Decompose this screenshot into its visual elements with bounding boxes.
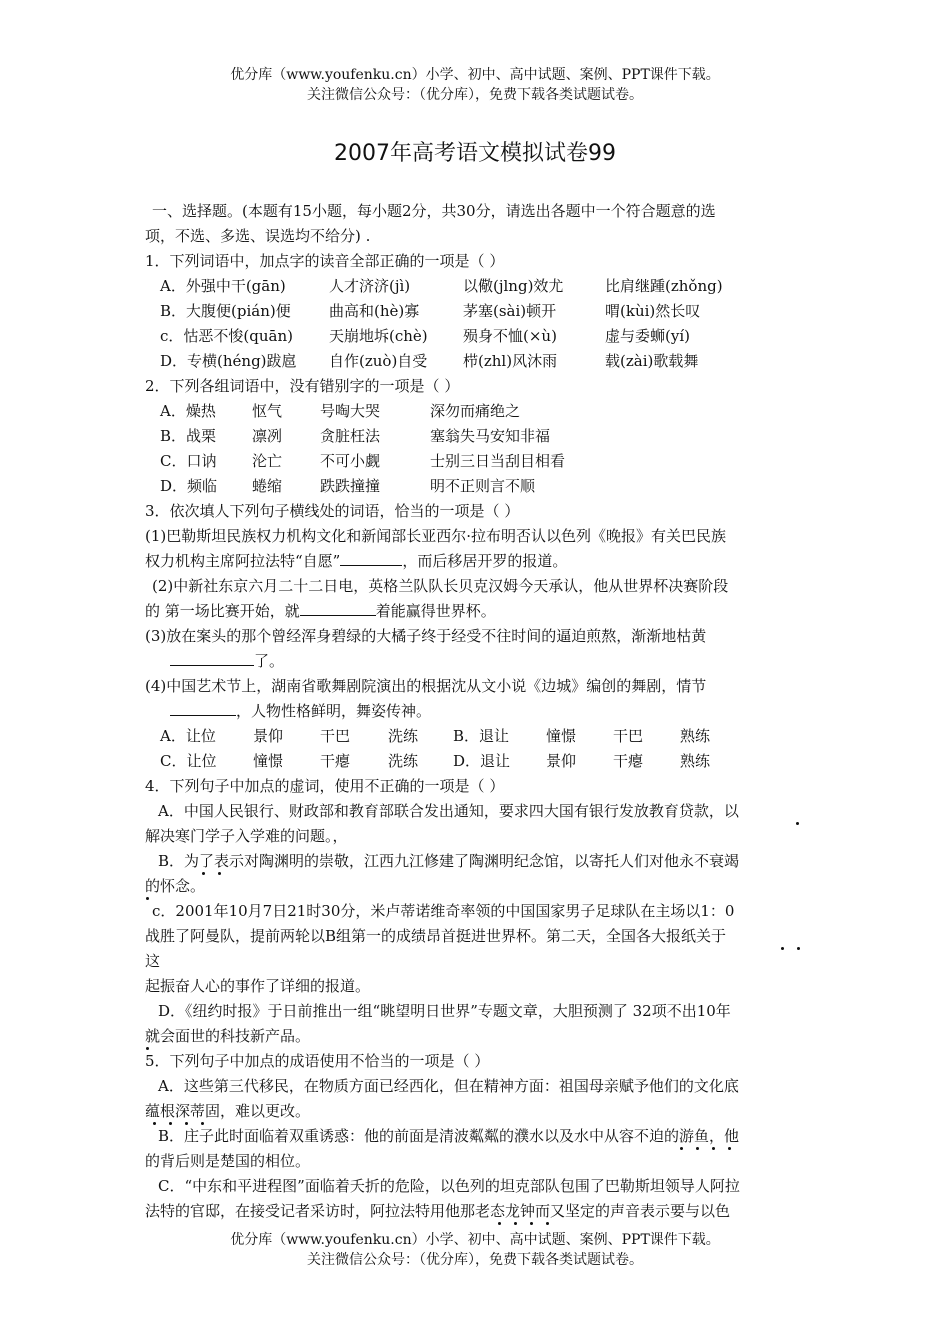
q4-option-d-line-1: D．《纽约时报》于日前推出一组“眺望明日世界”专题文章，大胆预测了 32项不出10年	[158, 1002, 731, 1020]
emphasis-dot	[796, 822, 799, 825]
q1-option-d-4: 载(zài)歌载舞	[605, 352, 699, 370]
answer-blank	[340, 551, 402, 566]
q1-option-a-2: 人才济济(jì)	[329, 277, 411, 295]
q3-sentence-1b-text: 权力机构主席阿拉法特“自愿”	[145, 552, 341, 570]
q3-sentence-4b-rest: ，人物性格鲜明，舞姿传神。	[236, 702, 432, 720]
q1-option-a-1: A．外强中干(gān)	[160, 277, 286, 295]
q5-stem: 5．下列句子中加点的成语使用不恰当的一项是（ ）	[145, 1052, 490, 1070]
header-line-2: 关注微信公众号：（优分库），免费下载各类试题试卷。	[307, 87, 643, 103]
emphasis-dot	[498, 1222, 501, 1225]
q5-option-b-line-1: B．庄子此时面临着双重诱惑：他的前面是清波粼粼的濮水以及水中从容不迫的游鱼，他	[158, 1127, 740, 1145]
q3-option-d-3: 干瘪	[613, 752, 644, 770]
emphasis-dot	[146, 1047, 149, 1050]
q1-option-d-3: 栉(zhl)风沐雨	[463, 352, 558, 370]
q3-option-a-2: 景仰	[253, 727, 284, 745]
q2-option-c-2: 沦亡	[252, 452, 283, 470]
emphasis-dot	[546, 1222, 549, 1225]
q5-option-c-line-1: C．“中东和平进程图”面临着夭折的危险，以色列的坦克部队包围了巴勒斯坦领导人阿拉	[158, 1177, 740, 1195]
emphasis-dot	[514, 1222, 517, 1225]
q3-sentence-2b	[145, 601, 496, 621]
q3-sentence-1b-rest: ，而后移居开罗的报道。	[402, 552, 568, 570]
emphasis-dot	[146, 897, 149, 900]
q1-option-a-3: 以儆(jlng)效尤	[463, 277, 564, 295]
footer-line-2: 关注微信公众号：（优分库），免费下载各类试题试卷。	[307, 1252, 643, 1268]
q4-option-c-line-1: c．2001年10月7日21时30分，米卢蒂诺维奇率领的中国国家男子足球队在主场以1：0	[152, 902, 735, 920]
q2-option-d-4: 明不正则言不顺	[430, 477, 536, 495]
q3-sentence-1b	[145, 551, 567, 571]
q3-option-d-2: 景仰	[546, 752, 577, 770]
emphasis-dot	[202, 872, 205, 875]
q2-option-d-1: D．频临	[160, 477, 218, 495]
q3-option-b-2: 憧憬	[546, 727, 577, 745]
q4-option-a-line-1: A．中国人民银行、财政部和教育部联合发出通知，要求四大国有银行发放教育贷款，以	[158, 802, 739, 820]
q3-sentence-3b	[170, 651, 284, 671]
emphasis-dot	[728, 1147, 731, 1150]
answer-blank	[170, 701, 236, 716]
q2-option-c-4: 士别三日当刮目相看	[430, 452, 566, 470]
emphasis-dot	[530, 1222, 533, 1225]
emphasis-dot	[781, 947, 784, 950]
q2-stem: 2．下列各组词语中，没有错别字的一项是（ ）	[145, 377, 460, 395]
q2-option-d-2: 蜷缩	[252, 477, 283, 495]
emphasis-dot	[696, 1147, 699, 1150]
q5-option-a-line-1: A．这些第三代移民，在物质方面已经西化，但在精神方面：祖国母亲赋予他们的文化底	[158, 1077, 739, 1095]
footer-line-1: 优分库（www.youfenku.cn）小学、初中、高中试题、案例、PPT课件下载。	[230, 1232, 720, 1248]
q1-option-c-2: 天崩地坼(chè)	[329, 327, 428, 345]
emphasis-dot	[201, 1122, 204, 1125]
q1-option-b-1: B．大腹便(pián)便	[160, 302, 291, 320]
page-title: 2007年高考语文模拟试卷99	[334, 141, 616, 166]
q5-option-a-line-2: 蕴根深蒂固，难以更改。	[145, 1102, 311, 1120]
q5-option-b-line-2: 的背后则是楚国的相位。	[145, 1152, 311, 1170]
header-line-1: 优分库（www.youfenku.cn）小学、初中、高中试题、案例、PPT课件下载。	[230, 67, 720, 83]
emphasis-dot	[797, 947, 800, 950]
q3-option-c-2: 憧憬	[253, 752, 284, 770]
q1-option-b-3: 茅塞(sài)顿开	[463, 302, 557, 320]
q4-stem: 4．下列句子中加点的虚词，使用不正确的一项是（ ）	[145, 777, 505, 795]
q1-stem: 1．下列词语中，加点字的读音全部正确的一项是（ ）	[145, 252, 505, 270]
q4-option-c-line-3: 这	[145, 952, 161, 970]
q2-option-b-3: 贪脏枉法	[320, 427, 381, 445]
q3-option-d-4: 熟练	[680, 752, 711, 770]
q1-option-a-4: 比肩继踵(zhǒng)	[605, 277, 723, 295]
q3-option-a-3: 干巴	[320, 727, 351, 745]
q5-option-c-line-2: 法特的官邸，在接受记者采访时，阿拉法特用他那老态龙钟而又坚定的声音表示要与以色	[145, 1202, 731, 1220]
q3-option-d-1: D．退让	[453, 752, 511, 770]
q3-option-b-3: 干巴	[613, 727, 644, 745]
q4-option-c-line-2: 战胜了阿曼队，提前两轮以B组第一的成绩昂首挺进世界杯。第二天，全国各大报纸关于	[145, 927, 727, 945]
emphasis-dot	[712, 1147, 715, 1150]
q4-option-b-line-2: 的怀念。	[145, 877, 206, 895]
answer-blank	[300, 601, 376, 616]
q4-option-c-line-4: 起振奋人心的事作了详细的报道。	[145, 977, 371, 995]
section-intro-line-1: 一、选择题。(本题有15小题，每小题2分，共30分，请选出各题中一个符合题意的选	[152, 202, 716, 220]
emphasis-dot	[185, 1122, 188, 1125]
q4-option-a-line-2: 解决寒门学子入学难的问题。，	[145, 827, 348, 845]
q1-option-b-2: 曲高和(hè)寡	[329, 302, 420, 320]
q2-option-a-3: 号啕大哭	[320, 402, 381, 420]
q3-option-b-1: B．退让	[453, 727, 510, 745]
q3-sentence-4a: (4)中国艺术节上，湖南省歌舞剧院演出的根据沈从文小说《边城》编创的舞剧，情节	[145, 677, 707, 695]
q3-option-c-4: 洗练	[388, 752, 419, 770]
q2-option-b-4: 塞翁失马安知非福	[430, 427, 551, 445]
q1-option-c-3: 殒身不恤(×ù)	[463, 327, 557, 345]
q3-option-b-4: 熟练	[680, 727, 711, 745]
q2-option-a-4: 深勿而痛绝之	[430, 402, 521, 420]
q3-sentence-2b-text: 的 第一场比赛开始，就	[145, 602, 300, 620]
q2-option-c-1: C．口讷	[160, 452, 217, 470]
q1-option-c-1: c．怙恶不悛(quān)	[160, 327, 293, 345]
q3-option-a-1: A．让位	[160, 727, 216, 745]
q4-option-b-line-1: B．为了表示对陶渊明的崇敬，江西九江修建了陶渊明纪念馆，以寄托人们对他永不衰竭	[158, 852, 740, 870]
q3-option-c-3: 干瘪	[320, 752, 351, 770]
section-intro-line-2: 项，不选、多选、误选均不给分) .	[145, 227, 371, 245]
q2-option-a-1: A．燥热	[160, 402, 216, 420]
emphasis-dot	[153, 1122, 156, 1125]
q3-option-c-1: C．让位	[160, 752, 217, 770]
emphasis-dot	[218, 872, 221, 875]
q1-option-b-4: 喟(kùi)然长叹	[605, 302, 701, 320]
emphasis-dot	[680, 1147, 683, 1150]
q3-stem: 3．依次填人下列句子横线处的词语，恰当的一项是（ ）	[145, 502, 520, 520]
q2-option-b-1: B．战栗	[160, 427, 217, 445]
emphasis-dot	[169, 1122, 172, 1125]
q3-option-a-4: 洗练	[388, 727, 419, 745]
q2-option-a-2: 怄气	[252, 402, 283, 420]
q3-sentence-2a: (2)中新社东京六月二十二日电，英格兰队队长贝克汉姆今天承认，他从世界杯决赛阶段	[152, 577, 729, 595]
q2-option-c-3: 不可小觑	[320, 452, 381, 470]
q2-option-d-3: 跌跌撞撞	[320, 477, 381, 495]
q3-sentence-2b-rest: 着能赢得世界杯。	[375, 602, 496, 620]
q3-sentence-1a: (1)巴勒斯坦民族权力机构文化和新闻部长亚西尔·拉布明否认以色列《晚报》有关巴民族	[145, 527, 727, 545]
q1-option-d-2: 自作(zuò)自受	[329, 352, 428, 370]
answer-blank	[170, 651, 254, 666]
q1-option-c-4: 虚与委蛳(yí)	[605, 327, 690, 345]
q4-option-d-line-2: 就会面世的科技新产品。	[145, 1027, 311, 1045]
q1-option-d-1: D．专横(héng)跋扈	[160, 352, 297, 370]
q2-option-b-2: 凛冽	[252, 427, 283, 445]
q3-sentence-3a: (3)放在案头的那个曾经浑身碧绿的大橘子终于经受不往时间的逼迫煎熬，渐渐地枯黄	[145, 627, 707, 645]
q3-sentence-3b-rest: 了。	[254, 652, 285, 670]
q3-sentence-4b	[170, 701, 431, 721]
